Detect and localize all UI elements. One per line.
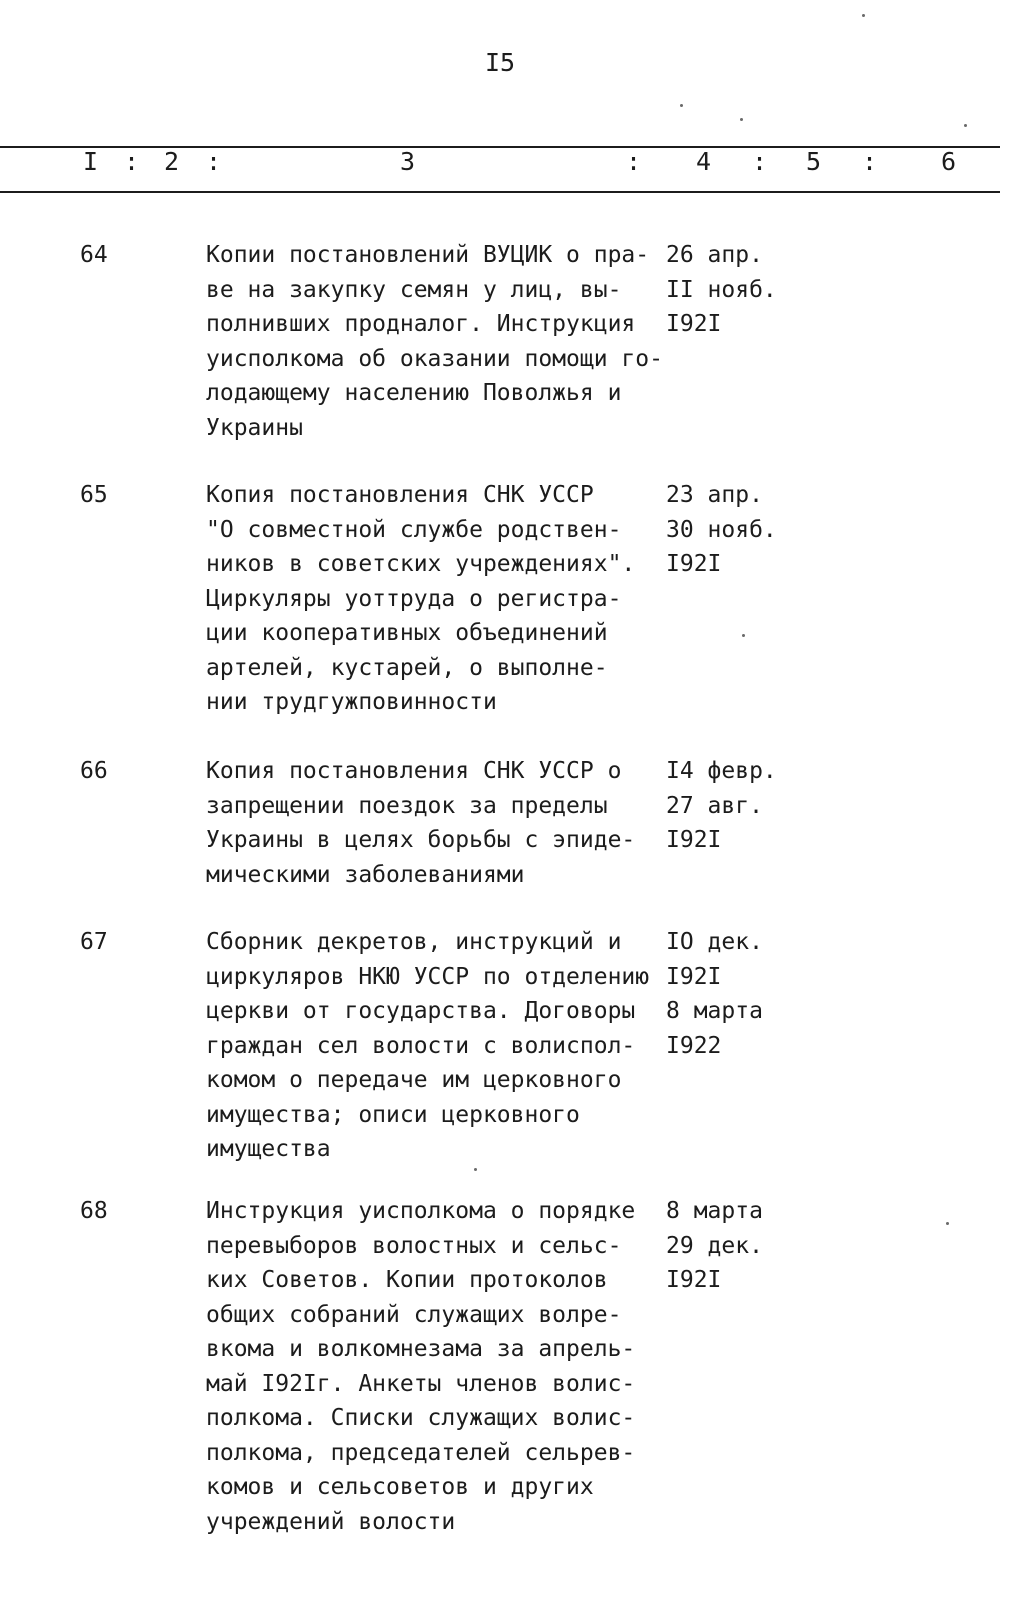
description-line: Копия постановления СНК УССР о [206, 758, 622, 784]
description-line: ких Советов. Копии протоколов [206, 1267, 608, 1293]
description-line: имущества [206, 1136, 331, 1162]
description-line: учреждений волости [206, 1508, 456, 1535]
entry-number: 66 [80, 758, 108, 784]
column-separator: : [206, 147, 222, 176]
entry-dates [666, 478, 846, 582]
description-line: Копия постановления СНК УССР [206, 482, 594, 508]
description-line: Украины в целях борьбы с эпиде- [206, 827, 636, 853]
column-header-5: 5 [806, 147, 822, 176]
scan-speck [862, 14, 865, 17]
description-line: вкома и волкомнезама за апрель- [206, 1336, 636, 1362]
date-line: I922 [666, 1032, 722, 1059]
header-rule-top [0, 146, 1000, 148]
date-line: 23 апр. [666, 482, 763, 508]
description-line: перевыборов волостных и сельс- [206, 1232, 622, 1259]
column-header-2: 2 [164, 147, 180, 176]
entry-description [206, 1194, 666, 1539]
column-separator: : [752, 147, 768, 176]
scan-speck [964, 124, 967, 127]
date-line: 8 марта [666, 998, 763, 1024]
scan-speck [742, 634, 745, 637]
date-line: II нояб. [666, 276, 777, 303]
description-line: Сборник декретов, инструкций и [206, 929, 622, 955]
description-line: полкома, председателей сельрев- [206, 1439, 636, 1466]
date-line: 8 марта [666, 1198, 763, 1224]
description-line: полнивших продналог. Инструкция [206, 311, 636, 337]
entry-dates [666, 925, 846, 1063]
date-line: 27 авг. [666, 792, 763, 819]
description-line: циркуляров НКЮ УССР по отделению [206, 963, 650, 990]
scan-speck [946, 1222, 949, 1225]
date-line: I4 февр. [666, 758, 777, 784]
description-line: комом о передаче им церковного [206, 1067, 622, 1093]
entry-number: 65 [80, 482, 108, 508]
entry-dates [666, 1194, 846, 1298]
description-line: ве на закупку семян у лиц, вы- [206, 276, 622, 303]
column-header-4: 4 [696, 147, 712, 176]
entry-description [206, 925, 666, 1167]
date-line: I92I [666, 311, 722, 337]
description-line: полкома. Списки служащих волис- [206, 1405, 636, 1431]
header-rule-bottom [0, 191, 1000, 193]
description-line: комов и сельсоветов и других [206, 1474, 594, 1500]
entry-dates [666, 754, 846, 858]
description-line: Украины [206, 414, 303, 441]
column-separator: : [862, 147, 878, 176]
page-number: I5 [484, 48, 516, 77]
column-separator: : [124, 147, 140, 176]
date-line: IО дек. [666, 929, 763, 955]
description-line: Циркуляры уоттруда о регистра- [206, 585, 622, 612]
entry-description [206, 754, 666, 892]
date-line: I92I [666, 963, 722, 990]
scan-speck [740, 118, 743, 121]
entry-number: 64 [80, 242, 108, 268]
description-line: общих собраний служащих волре- [206, 1301, 622, 1328]
date-line: I92I [666, 1267, 722, 1293]
date-line: I92I [666, 827, 722, 853]
description-line: "О совместной службе родствен- [206, 516, 622, 543]
description-line: мическими заболеваниями [206, 861, 525, 888]
description-line: лодающему населению Поволжья и [206, 380, 622, 406]
date-line: 26 апр. [666, 242, 763, 268]
entry-description [206, 238, 666, 445]
entry-number: 68 [80, 1198, 108, 1224]
date-line: 29 дек. [666, 1232, 763, 1259]
description-line: артелей, кустарей, о выполне- [206, 654, 608, 681]
scan-speck [680, 104, 683, 107]
description-line: нии трудгужповинности [206, 689, 497, 715]
column-header-6: 6 [941, 147, 957, 176]
entry-description [206, 478, 666, 720]
description-line: май I92Iг. Анкеты членов волис- [206, 1370, 636, 1397]
column-separator: : [626, 147, 642, 176]
description-line: Инструкция уисполкома о порядке [206, 1198, 636, 1224]
column-header-3: 3 [400, 147, 416, 176]
entry-dates [666, 238, 846, 342]
description-line: церкви от государства. Договоры [206, 998, 636, 1024]
description-line: Копии постановлений ВУЦИК о пра- [206, 242, 650, 268]
description-line: ников в советских учреждениях". [206, 551, 636, 577]
entry-number: 67 [80, 929, 108, 955]
description-line: ции кооперативных объединений [206, 620, 608, 646]
date-line: 30 нояб. [666, 516, 777, 543]
description-line: запрещении поездок за пределы [206, 792, 608, 819]
date-line: I92I [666, 551, 722, 577]
column-header-1: I [83, 147, 99, 176]
description-line: граждан сел волости с волиспол- [206, 1032, 636, 1059]
description-line: уисполкома об оказании помощи го- [206, 345, 663, 372]
scan-speck [474, 1168, 477, 1171]
description-line: имущества; описи церковного [206, 1101, 580, 1128]
